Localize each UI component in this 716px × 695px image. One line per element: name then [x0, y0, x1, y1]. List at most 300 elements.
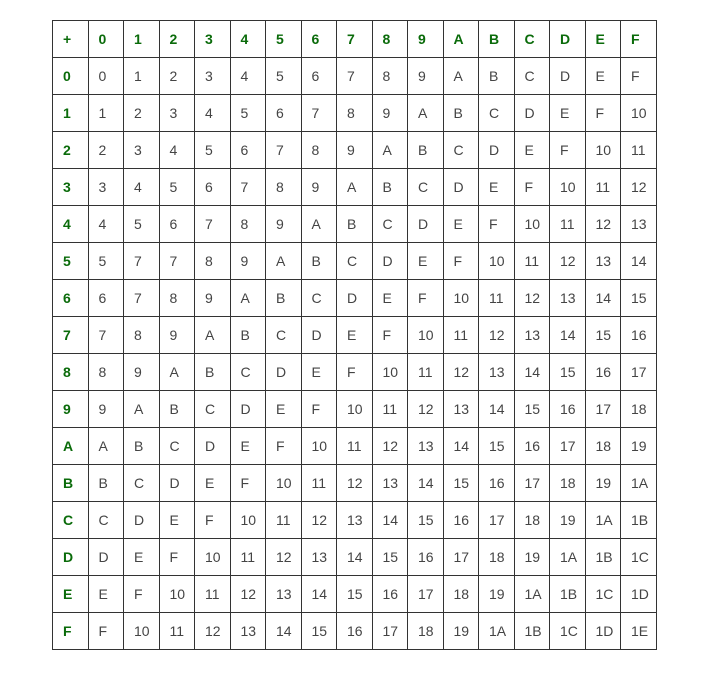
table-cell: 9	[124, 354, 160, 391]
table-cell: C	[337, 243, 373, 280]
table-cell: 7	[159, 243, 195, 280]
table-cell: E	[479, 169, 515, 206]
column-header: 0	[88, 21, 124, 58]
table-cell: 1B	[585, 539, 621, 576]
table-cell: 18	[621, 391, 657, 428]
table-cell: F	[266, 428, 302, 465]
column-header: 6	[301, 21, 337, 58]
column-header: 5	[266, 21, 302, 58]
table-cell: 8	[159, 280, 195, 317]
table-cell: 11	[159, 613, 195, 650]
table-cell: 11	[301, 465, 337, 502]
row-header: E	[53, 576, 89, 613]
table-cell: 6	[88, 280, 124, 317]
table-cell: C	[301, 280, 337, 317]
table-cell: 16	[479, 465, 515, 502]
table-cell: 18	[514, 502, 550, 539]
table-cell: E	[124, 539, 160, 576]
table-cell: B	[372, 169, 408, 206]
table-cell: 10	[372, 354, 408, 391]
table-cell: 2	[88, 132, 124, 169]
table-cell: 1A	[585, 502, 621, 539]
table-cell: 12	[443, 354, 479, 391]
table-cell: E	[585, 58, 621, 95]
table-cell: 11	[585, 169, 621, 206]
table-cell: C	[514, 58, 550, 95]
table-cell: F	[337, 354, 373, 391]
table-cell: 10	[585, 132, 621, 169]
table-cell: 19	[479, 576, 515, 613]
table-cell: C	[230, 354, 266, 391]
table-cell: 19	[621, 428, 657, 465]
table-cell: 1D	[585, 613, 621, 650]
table-row	[53, 391, 657, 428]
table-row	[53, 280, 657, 317]
row-header: B	[53, 465, 89, 502]
table-cell: 16	[408, 539, 444, 576]
table-cell: 9	[337, 132, 373, 169]
table-cell: 16	[514, 428, 550, 465]
table-cell: 10	[479, 243, 515, 280]
table-cell: 14	[301, 576, 337, 613]
table-cell: 14	[479, 391, 515, 428]
table-cell: 7	[88, 317, 124, 354]
table-cell: 19	[550, 502, 586, 539]
table-row	[53, 428, 657, 465]
table-cell: 6	[159, 206, 195, 243]
table-cell: 13	[621, 206, 657, 243]
table-cell: 8	[301, 132, 337, 169]
table-cell: 14	[372, 502, 408, 539]
table-cell: A	[443, 58, 479, 95]
table-cell: D	[230, 391, 266, 428]
hex-addition-table	[52, 20, 657, 650]
column-header: 7	[337, 21, 373, 58]
table-cell: D	[337, 280, 373, 317]
table-cell: 10	[266, 465, 302, 502]
table-cell: 17	[621, 354, 657, 391]
table-cell: F	[88, 613, 124, 650]
row-header: 8	[53, 354, 89, 391]
table-cell: 17	[479, 502, 515, 539]
table-cell: 4	[159, 132, 195, 169]
table-cell: 14	[550, 317, 586, 354]
table-cell: 2	[159, 58, 195, 95]
table-cell: 15	[479, 428, 515, 465]
table-cell: E	[266, 391, 302, 428]
table-cell: 9	[301, 169, 337, 206]
table-cell: E	[301, 354, 337, 391]
column-header: E	[585, 21, 621, 58]
table-row	[53, 132, 657, 169]
row-header: F	[53, 613, 89, 650]
table-cell: 13	[230, 613, 266, 650]
table-cell: 7	[230, 169, 266, 206]
table-cell: 12	[195, 613, 231, 650]
table-cell: F	[124, 576, 160, 613]
table-cell: 10	[408, 317, 444, 354]
table-cell: 7	[301, 95, 337, 132]
table-cell: 11	[408, 354, 444, 391]
table-row	[53, 206, 657, 243]
table-cell: B	[266, 280, 302, 317]
table-cell: C	[479, 95, 515, 132]
table-cell: 14	[408, 465, 444, 502]
table-cell: F	[514, 169, 550, 206]
table-cell: 16	[337, 613, 373, 650]
table-cell: 1	[88, 95, 124, 132]
table-cell: 10	[514, 206, 550, 243]
table-cell: A	[230, 280, 266, 317]
table-cell: 13	[372, 465, 408, 502]
table-cell: 15	[301, 613, 337, 650]
table-cell: 18	[443, 576, 479, 613]
table-cell: B	[195, 354, 231, 391]
table-cell: 10	[195, 539, 231, 576]
column-header: 9	[408, 21, 444, 58]
table-cell: 9	[230, 243, 266, 280]
table-cell: 8	[337, 95, 373, 132]
table-cell: B	[230, 317, 266, 354]
table-cell: B	[301, 243, 337, 280]
table-cell: 7	[124, 243, 160, 280]
table-cell: 18	[479, 539, 515, 576]
table-cell: 4	[230, 58, 266, 95]
table-cell: B	[337, 206, 373, 243]
table-cell: 17	[550, 428, 586, 465]
table-cell: E	[159, 502, 195, 539]
row-header: 9	[53, 391, 89, 428]
table-cell: 8	[88, 354, 124, 391]
corner-header-plus: +	[53, 21, 89, 58]
table-cell: 5	[230, 95, 266, 132]
table-cell: 9	[195, 280, 231, 317]
table-cell: B	[443, 95, 479, 132]
table-cell: 17	[408, 576, 444, 613]
table-cell: 6	[301, 58, 337, 95]
table-cell: A	[408, 95, 444, 132]
table-cell: A	[301, 206, 337, 243]
table-cell: B	[88, 465, 124, 502]
table-cell: 11	[372, 391, 408, 428]
table-cell: B	[124, 428, 160, 465]
table-cell: 1B	[621, 502, 657, 539]
table-cell: A	[195, 317, 231, 354]
column-header: F	[621, 21, 657, 58]
table-cell: 12	[479, 317, 515, 354]
table-cell: 11	[266, 502, 302, 539]
table-cell: E	[408, 243, 444, 280]
table-cell: 17	[372, 613, 408, 650]
table-cell: 11	[195, 576, 231, 613]
table-cell: C	[88, 502, 124, 539]
table-cell: 4	[124, 169, 160, 206]
table-cell: 12	[372, 428, 408, 465]
table-cell: E	[195, 465, 231, 502]
table-cell: B	[408, 132, 444, 169]
column-header: 3	[195, 21, 231, 58]
table-cell: 16	[443, 502, 479, 539]
table-cell: 13	[443, 391, 479, 428]
table-cell: 11	[479, 280, 515, 317]
table-cell: 1C	[621, 539, 657, 576]
row-header: 5	[53, 243, 89, 280]
table-cell: A	[159, 354, 195, 391]
table-cell: 1A	[550, 539, 586, 576]
table-cell: 6	[195, 169, 231, 206]
table-cell: 13	[479, 354, 515, 391]
table-cell: 5	[124, 206, 160, 243]
table-cell: 9	[159, 317, 195, 354]
table-cell: 10	[550, 169, 586, 206]
table-cell: A	[337, 169, 373, 206]
table-cell: 15	[514, 391, 550, 428]
table-cell: D	[195, 428, 231, 465]
table-cell: B	[479, 58, 515, 95]
table-cell: 9	[88, 391, 124, 428]
row-header: D	[53, 539, 89, 576]
table-cell: 12	[550, 243, 586, 280]
table-cell: 10	[124, 613, 160, 650]
table-cell: 10	[230, 502, 266, 539]
table-cell: 18	[585, 428, 621, 465]
table-cell: 14	[337, 539, 373, 576]
table-cell: 11	[550, 206, 586, 243]
table-cell: C	[443, 132, 479, 169]
table-cell: 10	[443, 280, 479, 317]
table-cell: 1D	[621, 576, 657, 613]
table-cell: 9	[408, 58, 444, 95]
table-cell: 12	[621, 169, 657, 206]
table-cell: C	[195, 391, 231, 428]
table-cell: C	[159, 428, 195, 465]
table-cell: D	[514, 95, 550, 132]
table-cell: 12	[266, 539, 302, 576]
column-header: D	[550, 21, 586, 58]
table-row	[53, 613, 657, 650]
table-cell: F	[195, 502, 231, 539]
table-cell: 9	[266, 206, 302, 243]
table-cell: 11	[337, 428, 373, 465]
table-cell: 13	[585, 243, 621, 280]
table-cell: A	[372, 132, 408, 169]
table-cell: 11	[230, 539, 266, 576]
table-row	[53, 243, 657, 280]
table-cell: 15	[337, 576, 373, 613]
table-cell: 4	[195, 95, 231, 132]
table-cell: E	[443, 206, 479, 243]
table-cell: 16	[372, 576, 408, 613]
table-cell: 16	[621, 317, 657, 354]
table-cell: 16	[585, 354, 621, 391]
table-cell: 17	[585, 391, 621, 428]
table-cell: 10	[159, 576, 195, 613]
table-cell: 12	[337, 465, 373, 502]
table-row	[53, 539, 657, 576]
table-cell: 8	[266, 169, 302, 206]
table-cell: 15	[585, 317, 621, 354]
table-cell: 7	[337, 58, 373, 95]
table-cell: 13	[266, 576, 302, 613]
column-header: C	[514, 21, 550, 58]
table-cell: 13	[301, 539, 337, 576]
row-header: 6	[53, 280, 89, 317]
table-cell: D	[550, 58, 586, 95]
table-cell: 11	[514, 243, 550, 280]
table-cell: A	[88, 428, 124, 465]
table-cell: 13	[550, 280, 586, 317]
table-cell: 11	[621, 132, 657, 169]
table-cell: F	[443, 243, 479, 280]
table-cell: 7	[124, 280, 160, 317]
table-cell: 14	[266, 613, 302, 650]
table-cell: 4	[88, 206, 124, 243]
table-cell: 3	[195, 58, 231, 95]
table-cell: 5	[159, 169, 195, 206]
table-cell: 16	[550, 391, 586, 428]
row-header: 0	[53, 58, 89, 95]
table-header-row	[53, 21, 657, 58]
table-cell: 5	[88, 243, 124, 280]
table-cell: 7	[266, 132, 302, 169]
table-cell: 14	[585, 280, 621, 317]
table-cell: D	[124, 502, 160, 539]
table-cell: 8	[230, 206, 266, 243]
row-header: 7	[53, 317, 89, 354]
table-cell: D	[408, 206, 444, 243]
row-header: A	[53, 428, 89, 465]
table-row	[53, 58, 657, 95]
table-cell: 7	[195, 206, 231, 243]
table-cell: 12	[514, 280, 550, 317]
table-cell: 14	[621, 243, 657, 280]
table-cell: C	[408, 169, 444, 206]
table-cell: 5	[195, 132, 231, 169]
table-cell: 18	[550, 465, 586, 502]
table-cell: E	[337, 317, 373, 354]
table-cell: 15	[621, 280, 657, 317]
table-cell: 19	[443, 613, 479, 650]
table-cell: 14	[443, 428, 479, 465]
table-cell: D	[159, 465, 195, 502]
table-cell: 0	[88, 58, 124, 95]
table-cell: E	[88, 576, 124, 613]
table-cell: 19	[585, 465, 621, 502]
table-cell: D	[372, 243, 408, 280]
table-cell: 12	[230, 576, 266, 613]
table-cell: 1	[124, 58, 160, 95]
table-cell: 9	[372, 95, 408, 132]
table-cell: 13	[408, 428, 444, 465]
table-cell: D	[479, 132, 515, 169]
table-cell: 18	[408, 613, 444, 650]
table-cell: 15	[443, 465, 479, 502]
table-row	[53, 317, 657, 354]
column-header: 1	[124, 21, 160, 58]
table-cell: 3	[159, 95, 195, 132]
table-cell: E	[550, 95, 586, 132]
table-cell: A	[124, 391, 160, 428]
table-cell: 15	[550, 354, 586, 391]
table-cell: 1B	[514, 613, 550, 650]
table-cell: E	[514, 132, 550, 169]
table-cell: 3	[124, 132, 160, 169]
table-cell: 13	[514, 317, 550, 354]
table-cell: 10	[301, 428, 337, 465]
table-cell: D	[266, 354, 302, 391]
table-cell: F	[301, 391, 337, 428]
table-cell: 10	[621, 95, 657, 132]
column-header: 4	[230, 21, 266, 58]
table-row	[53, 465, 657, 502]
row-header: 2	[53, 132, 89, 169]
table-cell: 14	[514, 354, 550, 391]
table-cell: 2	[124, 95, 160, 132]
table-cell: 8	[195, 243, 231, 280]
table-row	[53, 576, 657, 613]
table-cell: F	[585, 95, 621, 132]
table-cell: F	[159, 539, 195, 576]
table-cell: 15	[408, 502, 444, 539]
table-cell: 12	[301, 502, 337, 539]
table-cell: D	[443, 169, 479, 206]
table-cell: 10	[337, 391, 373, 428]
table-cell: D	[88, 539, 124, 576]
table-cell: 12	[408, 391, 444, 428]
table-cell: F	[621, 58, 657, 95]
column-header: 8	[372, 21, 408, 58]
table-row	[53, 354, 657, 391]
table-cell: 17	[514, 465, 550, 502]
table-cell: F	[408, 280, 444, 317]
row-header: 3	[53, 169, 89, 206]
table-cell: C	[266, 317, 302, 354]
table-cell: 13	[337, 502, 373, 539]
table-cell: F	[479, 206, 515, 243]
table-cell: 19	[514, 539, 550, 576]
table-row	[53, 502, 657, 539]
table-cell: 1A	[479, 613, 515, 650]
table-cell: C	[124, 465, 160, 502]
table-cell: F	[372, 317, 408, 354]
table-cell: 12	[585, 206, 621, 243]
table-cell: 6	[230, 132, 266, 169]
table-cell: 1C	[550, 613, 586, 650]
table-cell: 1A	[621, 465, 657, 502]
table-row	[53, 169, 657, 206]
row-header: 1	[53, 95, 89, 132]
table-cell: D	[301, 317, 337, 354]
row-header: 4	[53, 206, 89, 243]
table-cell: 17	[443, 539, 479, 576]
table-cell: 1B	[550, 576, 586, 613]
table-cell: 15	[372, 539, 408, 576]
table-cell: F	[230, 465, 266, 502]
table-cell: E	[230, 428, 266, 465]
table-cell: E	[372, 280, 408, 317]
table-cell: 5	[266, 58, 302, 95]
column-header: A	[443, 21, 479, 58]
row-header: C	[53, 502, 89, 539]
table-body	[53, 58, 657, 650]
table-cell: A	[266, 243, 302, 280]
table-cell: 1E	[621, 613, 657, 650]
table-cell: 11	[443, 317, 479, 354]
table-cell: 6	[266, 95, 302, 132]
column-header: B	[479, 21, 515, 58]
table-row	[53, 95, 657, 132]
table-cell: 8	[124, 317, 160, 354]
